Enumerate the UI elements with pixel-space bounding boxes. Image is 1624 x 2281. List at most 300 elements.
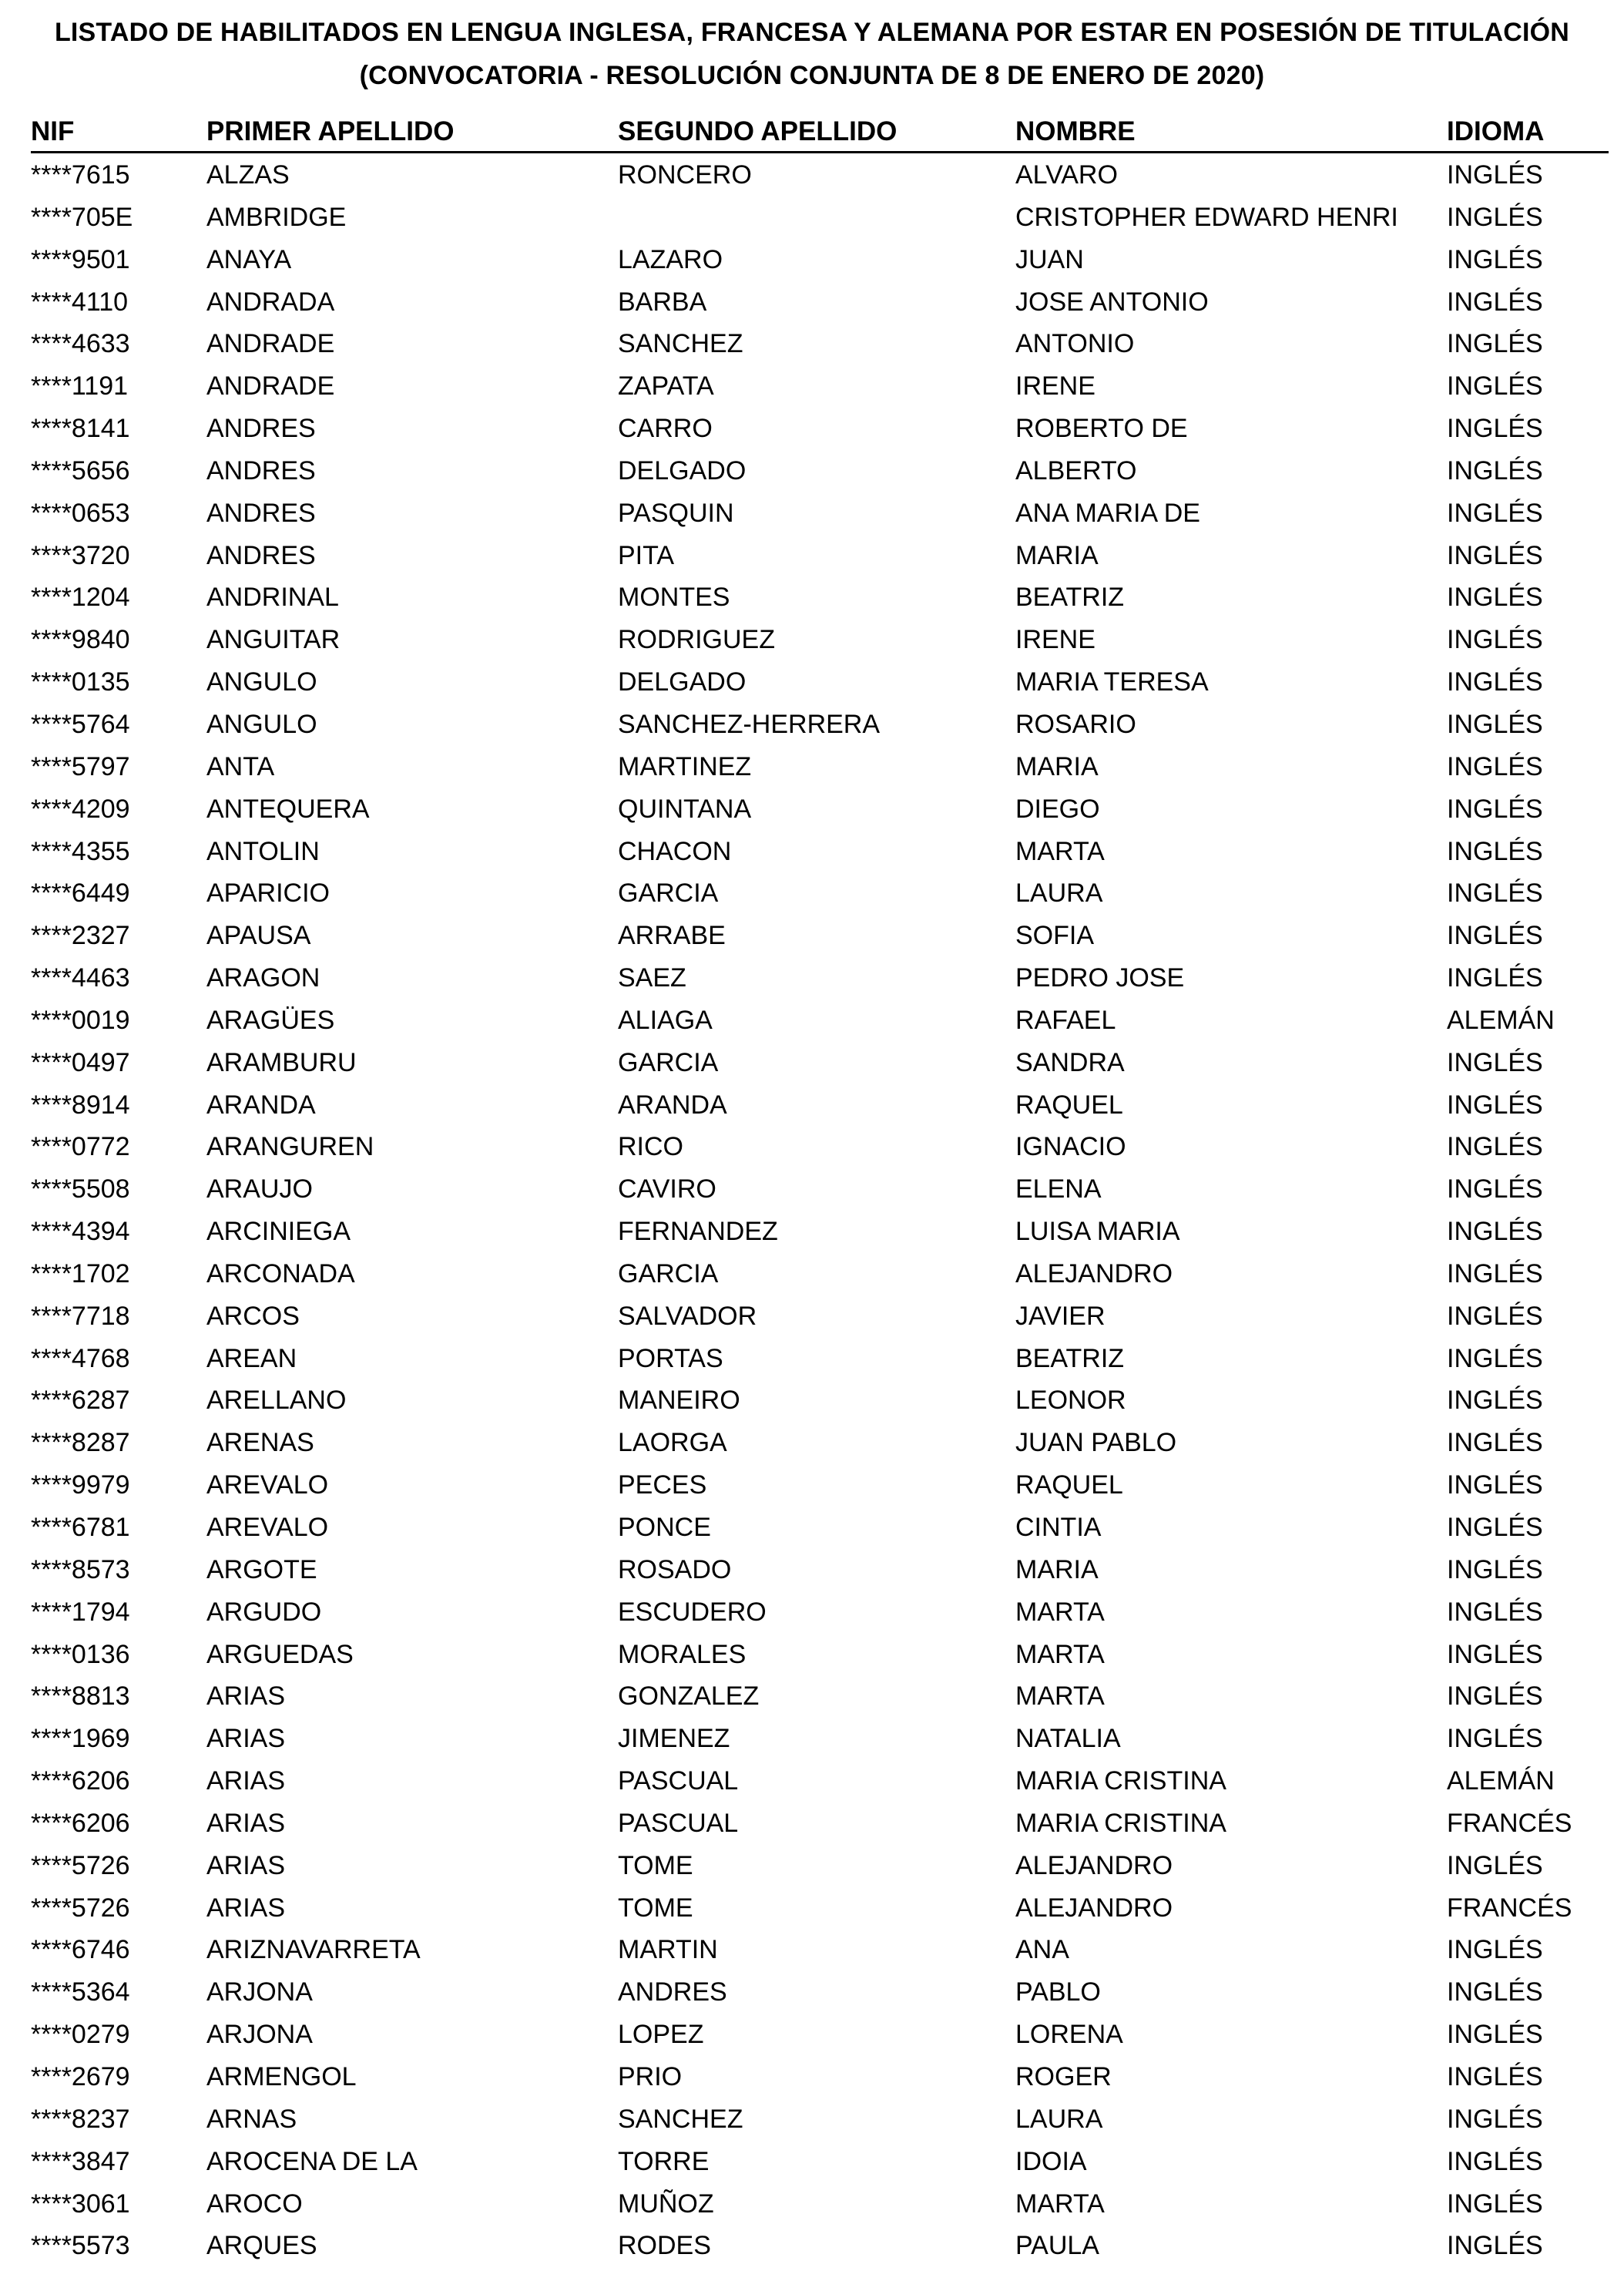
idioma-cell: INGLÉS (1447, 1977, 1543, 2007)
nombre-cell: ALVARO (1015, 160, 1118, 190)
nif-cell: ****0135 (31, 667, 130, 697)
primer-apellido-cell: ARANDA (206, 1090, 316, 1120)
nombre-cell: ALEJANDRO (1015, 1893, 1173, 1923)
idioma-cell: FRANCÉS (1447, 1808, 1572, 1838)
idioma-cell: INGLÉS (1447, 287, 1543, 317)
primer-apellido-cell: ARIAS (206, 1681, 286, 1712)
primer-apellido-cell: ARELLANO (206, 1386, 347, 1416)
table-row (31, 2098, 1609, 2141)
primer-apellido-cell: ARMENGOL (206, 2061, 357, 2091)
nombre-cell: ANA MARIA DE (1015, 498, 1200, 528)
primer-apellido-cell: ANDRADA (206, 287, 335, 317)
idioma-cell: INGLÉS (1447, 1428, 1543, 1458)
table-row (31, 1338, 1609, 1380)
table-row (31, 872, 1609, 915)
segundo-apellido-cell: LOPEZ (618, 2020, 704, 2050)
nombre-cell: LEONOR (1015, 1386, 1126, 1416)
primer-apellido-cell: APAUSA (206, 921, 311, 951)
nif-cell: ****4394 (31, 1217, 130, 1247)
nombre-cell: RAQUEL (1015, 1090, 1123, 1120)
segundo-apellido-cell: SANCHEZ-HERRERA (618, 709, 881, 739)
column-header-segundo-apellido: SEGUNDO APELLIDO (618, 116, 898, 146)
nombre-cell: DIEGO (1015, 794, 1100, 824)
table-row (31, 619, 1609, 661)
segundo-apellido-cell: LAZARO (618, 244, 723, 274)
primer-apellido-cell: ARCINIEGA (206, 1217, 351, 1247)
idioma-cell: INGLÉS (1447, 1639, 1543, 1669)
segundo-apellido-cell: DELGADO (618, 667, 747, 697)
table-row (31, 1802, 1609, 1845)
primer-apellido-cell: ARGUDO (206, 1597, 322, 1627)
table-row (31, 323, 1609, 365)
nif-cell: ****6781 (31, 1513, 130, 1542)
nif-cell: ****1702 (31, 1258, 130, 1288)
table-header (31, 113, 1609, 153)
table-row (31, 1084, 1609, 1127)
primer-apellido-cell: ANAYA (206, 244, 292, 274)
segundo-apellido-cell: TOME (618, 1893, 693, 1923)
segundo-apellido-cell: LAORGA (618, 1428, 727, 1458)
nombre-cell: MARTA (1015, 2189, 1105, 2219)
nombre-cell: PEDRO JOSE (1015, 963, 1185, 993)
table-row (31, 1211, 1609, 1253)
idioma-cell: INGLÉS (1447, 709, 1543, 739)
nif-cell: ****6449 (31, 878, 130, 909)
segundo-apellido-cell: ROSADO (618, 1554, 732, 1584)
column-header-nif: NIF (31, 116, 75, 146)
primer-apellido-cell: ARIZNAVARRETA (206, 1935, 421, 1965)
table-row (31, 1675, 1609, 1718)
nif-cell: ****2327 (31, 921, 130, 951)
primer-apellido-cell: ARAGON (206, 963, 320, 993)
table-row (31, 2183, 1609, 2226)
nif-cell: ****8914 (31, 1090, 130, 1120)
nif-cell: ****4463 (31, 963, 130, 993)
primer-apellido-cell: ANDRES (206, 414, 316, 444)
nombre-cell: MARTA (1015, 1639, 1105, 1669)
primer-apellido-cell: ARAUJO (206, 1174, 313, 1204)
primer-apellido-cell: ANDRES (206, 540, 316, 570)
nombre-cell: SANDRA (1015, 1047, 1125, 1077)
idioma-cell: FRANCÉS (1447, 1893, 1572, 1923)
nombre-cell: MARIA CRISTINA (1015, 1766, 1226, 1796)
idioma-cell: INGLÉS (1447, 1301, 1543, 1331)
segundo-apellido-cell: PONCE (618, 1513, 711, 1542)
nombre-cell: LAURA (1015, 878, 1103, 909)
primer-apellido-cell: ARIAS (206, 1724, 286, 1754)
primer-apellido-cell: ARAGÜES (206, 1005, 335, 1035)
nif-cell: ****1794 (31, 1597, 130, 1627)
primer-apellido-cell: ARQUES (206, 2231, 317, 2261)
idioma-cell: INGLÉS (1447, 202, 1543, 232)
nif-cell: ****8813 (31, 1681, 130, 1712)
nif-cell: ****8141 (31, 414, 130, 444)
segundo-apellido-cell: MONTES (618, 583, 730, 613)
nif-cell: ****5797 (31, 751, 130, 781)
nif-cell: ****1969 (31, 1724, 130, 1754)
idioma-cell: INGLÉS (1447, 1470, 1543, 1500)
segundo-apellido-cell: SANCHEZ (618, 2104, 743, 2134)
nif-cell: ****5508 (31, 1174, 130, 1204)
segundo-apellido-cell: ANDRES (618, 1977, 727, 2007)
nif-cell: ****3720 (31, 540, 130, 570)
table-row (31, 1507, 1609, 1549)
idioma-cell: ALEMÁN (1447, 1005, 1555, 1035)
segundo-apellido-cell: GARCIA (618, 878, 719, 909)
primer-apellido-cell: ARNAS (206, 2104, 297, 2134)
nombre-cell: IRENE (1015, 625, 1096, 655)
segundo-apellido-cell: CHACON (618, 836, 732, 866)
table-row (31, 492, 1609, 535)
nif-cell: ****8237 (31, 2104, 130, 2134)
segundo-apellido-cell: QUINTANA (618, 794, 752, 824)
nif-cell: ****1191 (31, 371, 129, 401)
primer-apellido-cell: ANDRADE (206, 329, 335, 359)
segundo-apellido-cell: RONCERO (618, 160, 752, 190)
idioma-cell: INGLÉS (1447, 751, 1543, 781)
document-subtitle: (CONVOCATORIA - RESOLUCIÓN CONJUNTA DE 8 DE ENERO DE 2020) (359, 61, 1265, 90)
nif-cell: ****5656 (31, 455, 130, 485)
nombre-cell: MARIA TERESA (1015, 667, 1209, 697)
idioma-cell: INGLÉS (1447, 414, 1543, 444)
idioma-cell: INGLÉS (1447, 1386, 1543, 1416)
nif-cell: ****0653 (31, 498, 130, 528)
segundo-apellido-cell: FERNANDEZ (618, 1217, 778, 1247)
primer-apellido-cell: ANDRINAL (206, 583, 339, 613)
nif-cell: ****9501 (31, 244, 130, 274)
idioma-cell: INGLÉS (1447, 1132, 1543, 1162)
nombre-cell: ANTONIO (1015, 329, 1135, 359)
nombre-cell: CRISTOPHER EDWARD HENRI (1015, 202, 1398, 232)
segundo-apellido-cell: DELGADO (618, 455, 747, 485)
idioma-cell: INGLÉS (1447, 1554, 1543, 1584)
primer-apellido-cell: AROCENA DE LA (206, 2146, 418, 2176)
table-row (31, 1718, 1609, 1760)
primer-apellido-cell: ANDRES (206, 498, 316, 528)
table-row (31, 576, 1609, 619)
primer-apellido-cell: ARIAS (206, 1850, 286, 1880)
table-row (31, 1971, 1609, 2014)
nif-cell: ****705E (31, 202, 133, 232)
idioma-cell: INGLÉS (1447, 1174, 1543, 1204)
nif-cell: ****3061 (31, 2189, 130, 2219)
nombre-cell: MARTA (1015, 1597, 1105, 1627)
primer-apellido-cell: ANDRES (206, 455, 316, 485)
segundo-apellido-cell: ARANDA (618, 1090, 727, 1120)
nombre-cell: PAULA (1015, 2231, 1099, 2261)
primer-apellido-cell: ARJONA (206, 2020, 313, 2050)
idioma-cell: INGLÉS (1447, 371, 1543, 401)
segundo-apellido-cell: MORALES (618, 1639, 747, 1669)
nif-cell: ****0279 (31, 2020, 130, 2050)
nif-cell: ****4355 (31, 836, 130, 866)
nif-cell: ****1204 (31, 583, 130, 613)
nif-cell: ****9840 (31, 625, 130, 655)
nif-cell: ****8287 (31, 1428, 130, 1458)
segundo-apellido-cell: PORTAS (618, 1343, 723, 1373)
table-row (31, 1887, 1609, 1930)
idioma-cell: INGLÉS (1447, 2146, 1543, 2176)
nif-cell: ****4768 (31, 1343, 130, 1373)
primer-apellido-cell: ANGULO (206, 709, 317, 739)
idioma-cell: INGLÉS (1447, 160, 1543, 190)
nif-cell: ****6287 (31, 1386, 130, 1416)
idioma-cell: INGLÉS (1447, 1850, 1543, 1880)
idioma-cell: INGLÉS (1447, 878, 1543, 909)
segundo-apellido-cell: GARCIA (618, 1047, 719, 1077)
column-header-idioma: IDIOMA (1447, 116, 1545, 146)
nombre-cell: ROGER (1015, 2061, 1112, 2091)
nif-cell: ****6206 (31, 1808, 130, 1838)
idioma-cell: INGLÉS (1447, 625, 1543, 655)
table-row (31, 831, 1609, 873)
column-header-primer-apellido: PRIMER APELLIDO (206, 116, 455, 146)
table-row (31, 1929, 1609, 1971)
idioma-cell: INGLÉS (1447, 1047, 1543, 1077)
table-row (31, 1295, 1609, 1338)
primer-apellido-cell: ANTA (206, 751, 275, 781)
primer-apellido-cell: ANTEQUERA (206, 794, 370, 824)
table-row (31, 1379, 1609, 1422)
segundo-apellido-cell: TORRE (618, 2146, 710, 2176)
nif-cell: ****5764 (31, 709, 130, 739)
idioma-cell: INGLÉS (1447, 836, 1543, 866)
nombre-cell: MARIA (1015, 1554, 1099, 1584)
table-row (31, 788, 1609, 831)
nombre-cell: RAQUEL (1015, 1470, 1123, 1500)
table-row (31, 365, 1609, 408)
nombre-cell: CINTIA (1015, 1513, 1102, 1542)
table-row (31, 2141, 1609, 2183)
nombre-cell: ANA (1015, 1935, 1069, 1965)
nif-cell: ****2679 (31, 2061, 130, 2091)
nombre-cell: IRENE (1015, 371, 1096, 401)
nif-cell: ****6746 (31, 1935, 130, 1965)
segundo-apellido-cell: SANCHEZ (618, 329, 743, 359)
idioma-cell: INGLÉS (1447, 1343, 1543, 1373)
nif-cell: ****6206 (31, 1766, 130, 1796)
nombre-cell: NATALIA (1015, 1724, 1121, 1754)
segundo-apellido-cell: MANEIRO (618, 1386, 740, 1416)
segundo-apellido-cell: MARTINEZ (618, 751, 752, 781)
table-row (31, 1126, 1609, 1168)
segundo-apellido-cell: SALVADOR (618, 1301, 757, 1331)
table-row (31, 281, 1609, 324)
primer-apellido-cell: ARGUEDAS (206, 1639, 354, 1669)
idioma-cell: INGLÉS (1447, 1681, 1543, 1712)
nif-cell: ****9979 (31, 1470, 130, 1500)
nombre-cell: LUISA MARIA (1015, 1217, 1180, 1247)
segundo-apellido-cell: PRIO (618, 2061, 683, 2091)
nombre-cell: BEATRIZ (1015, 583, 1125, 613)
nombre-cell: IDOIA (1015, 2146, 1087, 2176)
table-row (31, 408, 1609, 450)
nombre-cell: ELENA (1015, 1174, 1102, 1204)
nif-cell: ****5573 (31, 2231, 130, 2261)
segundo-apellido-cell: RODRIGUEZ (618, 625, 775, 655)
nif-cell: ****5364 (31, 1977, 130, 2007)
segundo-apellido-cell: PECES (618, 1470, 707, 1500)
idioma-cell: INGLÉS (1447, 1090, 1543, 1120)
segundo-apellido-cell: PASCUAL (618, 1766, 739, 1796)
nif-cell: ****0136 (31, 1639, 130, 1669)
table-row (31, 704, 1609, 746)
primer-apellido-cell: ANGULO (206, 667, 317, 697)
nombre-cell: PABLO (1015, 1977, 1101, 2007)
segundo-apellido-cell: GARCIA (618, 1258, 719, 1288)
segundo-apellido-cell: MARTIN (618, 1935, 718, 1965)
idioma-cell: INGLÉS (1447, 1217, 1543, 1247)
idioma-cell: INGLÉS (1447, 498, 1543, 528)
idioma-cell: INGLÉS (1447, 583, 1543, 613)
idioma-cell: INGLÉS (1447, 455, 1543, 485)
segundo-apellido-cell: MUÑOZ (618, 2189, 714, 2219)
segundo-apellido-cell: RICO (618, 1132, 683, 1162)
primer-apellido-cell: ARIAS (206, 1766, 286, 1796)
nif-cell: ****0772 (31, 1132, 130, 1162)
idioma-cell: ALEMÁN (1447, 1766, 1555, 1796)
nombre-cell: MARIA (1015, 751, 1099, 781)
table-row (31, 450, 1609, 492)
nombre-cell: MARIA CRISTINA (1015, 1808, 1226, 1838)
idioma-cell: INGLÉS (1447, 2104, 1543, 2134)
nombre-cell: ALBERTO (1015, 455, 1137, 485)
idioma-cell: INGLÉS (1447, 2189, 1543, 2219)
table-row (31, 2225, 1609, 2267)
primer-apellido-cell: AMBRIDGE (206, 202, 347, 232)
segundo-apellido-cell: PASCUAL (618, 1808, 739, 1838)
nombre-cell: JUAN (1015, 244, 1084, 274)
table-row (31, 915, 1609, 957)
table-row (31, 999, 1609, 1042)
primer-apellido-cell: ARIAS (206, 1893, 286, 1923)
nombre-cell: ALEJANDRO (1015, 1258, 1173, 1288)
segundo-apellido-cell: BARBA (618, 287, 707, 317)
nif-cell: ****3847 (31, 2146, 130, 2176)
table-row (31, 1591, 1609, 1634)
nombre-cell: LAURA (1015, 2104, 1103, 2134)
primer-apellido-cell: ALZAS (206, 160, 290, 190)
idioma-cell: INGLÉS (1447, 329, 1543, 359)
primer-apellido-cell: ANTOLIN (206, 836, 320, 866)
table-row (31, 1422, 1609, 1464)
table-row (31, 1168, 1609, 1211)
table-row (31, 957, 1609, 999)
table-row (31, 239, 1609, 281)
segundo-apellido-cell: JIMENEZ (618, 1724, 730, 1754)
primer-apellido-cell: AREVALO (206, 1513, 329, 1542)
nombre-cell: JUAN PABLO (1015, 1428, 1177, 1458)
primer-apellido-cell: AREAN (206, 1343, 297, 1373)
primer-apellido-cell: ARENAS (206, 1428, 314, 1458)
nombre-cell: ROBERTO DE (1015, 414, 1188, 444)
idioma-cell: INGLÉS (1447, 1724, 1543, 1754)
segundo-apellido-cell: TOME (618, 1850, 693, 1880)
idioma-cell: INGLÉS (1447, 1935, 1543, 1965)
segundo-apellido-cell: CAVIRO (618, 1174, 716, 1204)
nif-cell: ****7718 (31, 1301, 130, 1331)
segundo-apellido-cell: RODES (618, 2231, 711, 2261)
primer-apellido-cell: ARCOS (206, 1301, 300, 1331)
nif-cell: ****0497 (31, 1047, 130, 1077)
segundo-apellido-cell: SAEZ (618, 963, 686, 993)
segundo-apellido-cell: CARRO (618, 414, 713, 444)
idioma-cell: INGLÉS (1447, 921, 1543, 951)
idioma-cell: INGLÉS (1447, 794, 1543, 824)
primer-apellido-cell: APARICIO (206, 878, 330, 909)
table-row (31, 661, 1609, 704)
primer-apellido-cell: AROCO (206, 2189, 303, 2219)
nombre-cell: RAFAEL (1015, 1005, 1116, 1035)
table-row (31, 1253, 1609, 1295)
primer-apellido-cell: ARAMBURU (206, 1047, 357, 1077)
nif-cell: ****5726 (31, 1850, 130, 1880)
primer-apellido-cell: ARANGUREN (206, 1132, 374, 1162)
table-row (31, 746, 1609, 788)
idioma-cell: INGLÉS (1447, 963, 1543, 993)
segundo-apellido-cell: GONZALEZ (618, 1681, 760, 1712)
nif-cell: ****4209 (31, 794, 130, 824)
table-row (31, 1464, 1609, 1507)
primer-apellido-cell: AREVALO (206, 1470, 329, 1500)
idioma-cell: INGLÉS (1447, 2231, 1543, 2261)
table-row (31, 1549, 1609, 1591)
nif-cell: ****4633 (31, 329, 130, 359)
table-row (31, 535, 1609, 577)
nif-cell: ****4110 (31, 287, 129, 317)
primer-apellido-cell: ARIAS (206, 1808, 286, 1838)
table-row (31, 2014, 1609, 2056)
nombre-cell: SOFIA (1015, 921, 1095, 951)
nombre-cell: BEATRIZ (1015, 1343, 1125, 1373)
idioma-cell: INGLÉS (1447, 244, 1543, 274)
primer-apellido-cell: ANDRADE (206, 371, 335, 401)
primer-apellido-cell: ARJONA (206, 1977, 313, 2007)
table-row (31, 197, 1609, 239)
primer-apellido-cell: ANGUITAR (206, 625, 341, 655)
nif-cell: ****7615 (31, 160, 130, 190)
idioma-cell: INGLÉS (1447, 540, 1543, 570)
idioma-cell: INGLÉS (1447, 1513, 1543, 1542)
idioma-cell: INGLÉS (1447, 2020, 1543, 2050)
nombre-cell: IGNACIO (1015, 1132, 1126, 1162)
table-row (31, 1634, 1609, 1676)
nombre-cell: JAVIER (1015, 1301, 1106, 1331)
nif-cell: ****5726 (31, 1893, 130, 1923)
nombre-cell: JOSE ANTONIO (1015, 287, 1209, 317)
segundo-apellido-cell: ZAPATA (618, 371, 714, 401)
idioma-cell: INGLÉS (1447, 1597, 1543, 1627)
nombre-cell: MARTA (1015, 1681, 1105, 1712)
segundo-apellido-cell: PITA (618, 540, 675, 570)
segundo-apellido-cell: ALIAGA (618, 1005, 713, 1035)
table-row (31, 1042, 1609, 1084)
segundo-apellido-cell: PASQUIN (618, 498, 734, 528)
table-row (31, 1845, 1609, 1887)
nombre-cell: MARIA (1015, 540, 1099, 570)
idioma-cell: INGLÉS (1447, 667, 1543, 697)
nombre-cell: ALEJANDRO (1015, 1850, 1173, 1880)
segundo-apellido-cell: ARRABE (618, 921, 726, 951)
document-header (0, 11, 1624, 97)
nif-cell: ****8573 (31, 1554, 130, 1584)
primer-apellido-cell: ARGOTE (206, 1554, 317, 1584)
idioma-cell: INGLÉS (1447, 2061, 1543, 2091)
table-row (31, 1760, 1609, 1802)
column-header-nombre: NOMBRE (1015, 116, 1136, 146)
segundo-apellido-cell: ESCUDERO (618, 1597, 767, 1627)
nombre-cell: ROSARIO (1015, 709, 1136, 739)
